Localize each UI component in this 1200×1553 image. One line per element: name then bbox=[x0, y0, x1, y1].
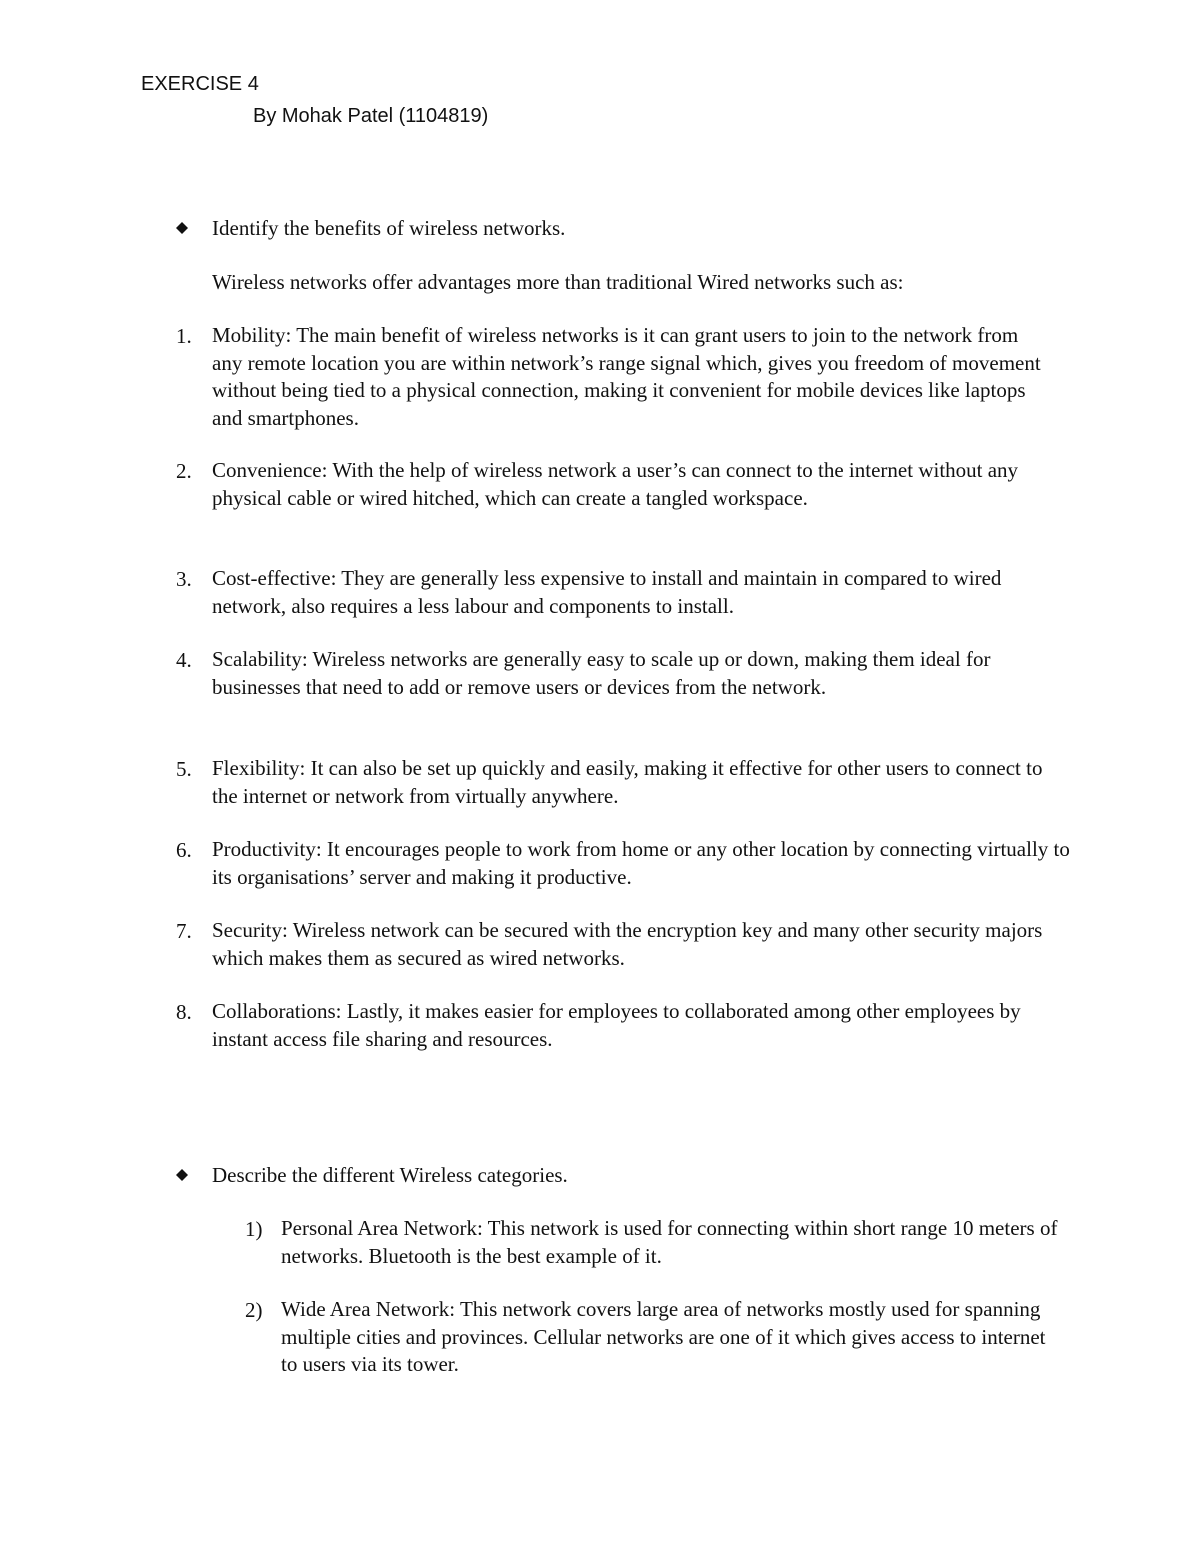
diamond-bullet-icon bbox=[175, 1168, 189, 1182]
list-number: 4. bbox=[176, 648, 192, 672]
list-item-text: Security: Wireless network can be secured with the encryption key and many other security majors which makes them as secured as wired networks. bbox=[212, 918, 1043, 970]
list-number: 6. bbox=[176, 838, 192, 862]
list-item-text: Personal Area Network: This network is used for connecting within short range 10 meters of networks. Bluetooth is the best example of it. bbox=[281, 1216, 1058, 1268]
list-item-text: Mobility: The main benefit of wireless networks is it can grant users to join to the network from any remote location you are within network’s range signal which, gives you freedom of movement without being tied to a physical connection, making it convenient for mobile devices like laptops and smartphones. bbox=[212, 323, 1041, 430]
list-item-text: Collaborations: Lastly, it makes easier for employees to collaborated among other employees by instant access file sharing and resources. bbox=[212, 999, 1021, 1051]
question-benefits: Identify the benefits of wireless networks. bbox=[212, 216, 566, 240]
list-item-text: Productivity: It encourages people to work from home or any other location by connecting virtually to its organisations’ server and making it productive. bbox=[212, 837, 1070, 889]
list-item-text: Scalability: Wireless networks are generally easy to scale up or down, making them ideal for businesses that need to add or remove users or devices from the network. bbox=[212, 647, 991, 699]
list-number: 8. bbox=[176, 1000, 192, 1024]
list-number: 7. bbox=[176, 919, 192, 943]
list-item-text: Wide Area Network: This network covers large area of networks mostly used for spanning multiple cities and provinces. Cellular networks are one of it which gives access to internet to users via its tower. bbox=[281, 1297, 1046, 1376]
list-number: 3. bbox=[176, 567, 192, 591]
list-item-text: Cost-effective: They are generally less expensive to install and maintain in compared to wired network, also requires a less labour and components to install. bbox=[212, 566, 1002, 618]
list-item-text: Convenience: With the help of wireless network a user’s can connect to the internet without any physical cable or wired hitched, which can create a tangled workspace. bbox=[212, 458, 1019, 510]
list-item-text: Flexibility: It can also be set up quickly and easily, making it effective for other users to connect to the internet or network from virtually anywhere. bbox=[212, 756, 1043, 808]
diamond-bullet-icon bbox=[175, 221, 189, 235]
list-number: 5. bbox=[176, 757, 192, 781]
list-number: 2. bbox=[176, 459, 192, 483]
list-number: 1) bbox=[245, 1217, 263, 1241]
list-number: 2) bbox=[245, 1298, 263, 1322]
document-title: EXERCISE 4 bbox=[141, 73, 259, 95]
author-byline: By Mohak Patel (1104819) bbox=[253, 105, 489, 127]
question-categories: Describe the different Wireless categories. bbox=[212, 1163, 568, 1187]
list-number: 1. bbox=[176, 324, 192, 348]
intro-paragraph: Wireless networks offer advantages more than traditional Wired networks such as: bbox=[212, 270, 904, 294]
